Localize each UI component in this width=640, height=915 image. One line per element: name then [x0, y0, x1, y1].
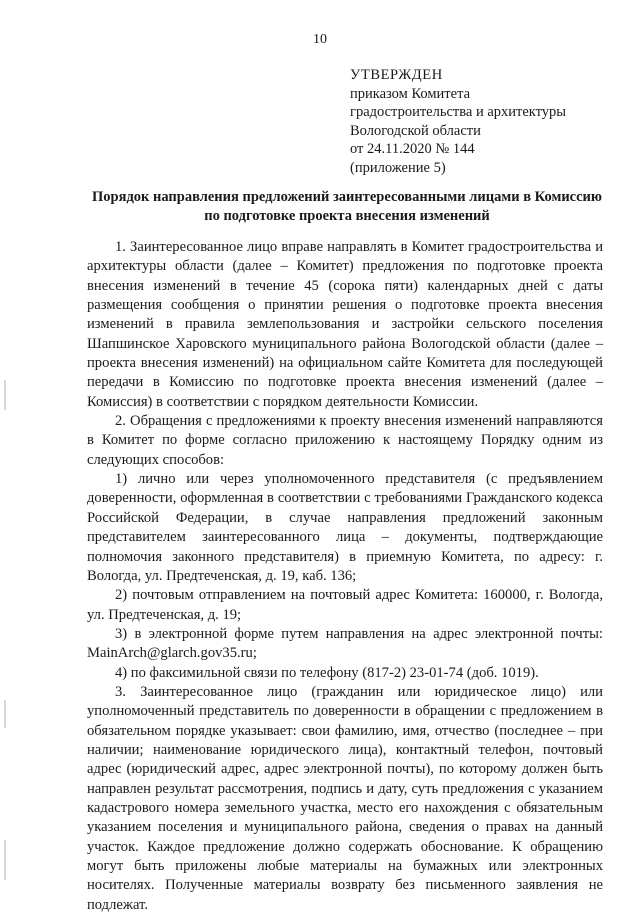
list-item: 4) по факсимильной связи по телефону (817-2) 23-01-74 (доб. 1019). [115, 664, 539, 681]
approval-stamp [350, 66, 630, 178]
document-title: Порядок направления предложений заинтересованными лицами в Комиссию по подготовке проекта внесения изменений [92, 189, 602, 224]
document-body [87, 238, 603, 915]
scan-margin-mark [4, 840, 6, 880]
approval-line: Вологодской области [350, 122, 481, 139]
paragraph: 3. Заинтересованное лицо (гражданин или юридическое лицо) или уполномоченный представитель по доверенности в обращении с предложением в обязательном порядке указывает: свои фамилию, имя, отчество (последнее – при наличии; наименование юридического лица), контактный телефон, почтовый адрес (юридический адрес, адрес электронной почты), по которому должен быть направлен результат рассмотрения, подпись и дату, суть предложения с указанием кадастрового номера земельного участка, место его нахождения с обязательным указанием поселения и муниципального района, сведения о правах на данный участок. Каждое предложение должно содержать обоснование. К обращению могут быть приложены любые материалы на бумажных или электронных носителях. Полученные материалы возврату без письменного заявления не подлежат. [87, 683, 603, 913]
list-item: 1) лично или через уполномоченного представителя (с предъявлением доверенности, оформленная в соответствии с требованиями Гражданского кодекса Российской Федерации, в случае направления предложений законным представителем заинтересованного лица – документы, подтверждающие полномочия законного представителя) в приемную Комитета, по адресу: г. Вологда, ул. Предтеченская, д. 19, каб. 136; [87, 471, 603, 584]
list-item: 3) в электронной форме путем направления на адрес электронной почты: MainArch@glarch.gov35.ru; [87, 625, 603, 662]
scan-margin-mark [4, 380, 6, 410]
approval-date-number: от 24.11.2020 № 144 [350, 141, 475, 158]
paragraph: 1. Заинтересованное лицо вправе направлять в Комитет градостроительства и архитектуры области (далее – Комитет) предложения по подготовке проекта внесения изменений в течение 45 (сорока пяти) календарных дней с даты размещения сообщения о принятии решения о подготовке проекта внесения изменений в правила землепользования и застройки сельского поселения Шапшинское Харовского муниципального района Вологодской области (далее – проекта внесения изменений) на официальном сайте Комитета для последующей передачи в Комиссию по подготовке проекта внесения изменений (далее – Комиссия) в соответствии с порядком деятельности Комиссии. [87, 239, 603, 410]
page-number: 10 [313, 32, 327, 47]
approval-line: приказом Комитета [350, 85, 471, 102]
approval-line: градостроительства и архитектуры [350, 104, 567, 121]
approval-appendix: (приложение 5) [350, 159, 446, 176]
paragraph: 2. Обращения с предложениями к проекту внесения изменений направляются в Комитет по форме согласно приложению к настоящему Порядку одним из следующих способов: [87, 413, 603, 468]
approval-title: УТВЕРЖДЕН [350, 67, 443, 83]
scan-margin-mark [4, 700, 6, 728]
list-item: 2) почтовым отправлением на почтовый адрес Комитета: 160000, г. Вологда, ул. Предтеченская, д. 19; [87, 587, 603, 623]
